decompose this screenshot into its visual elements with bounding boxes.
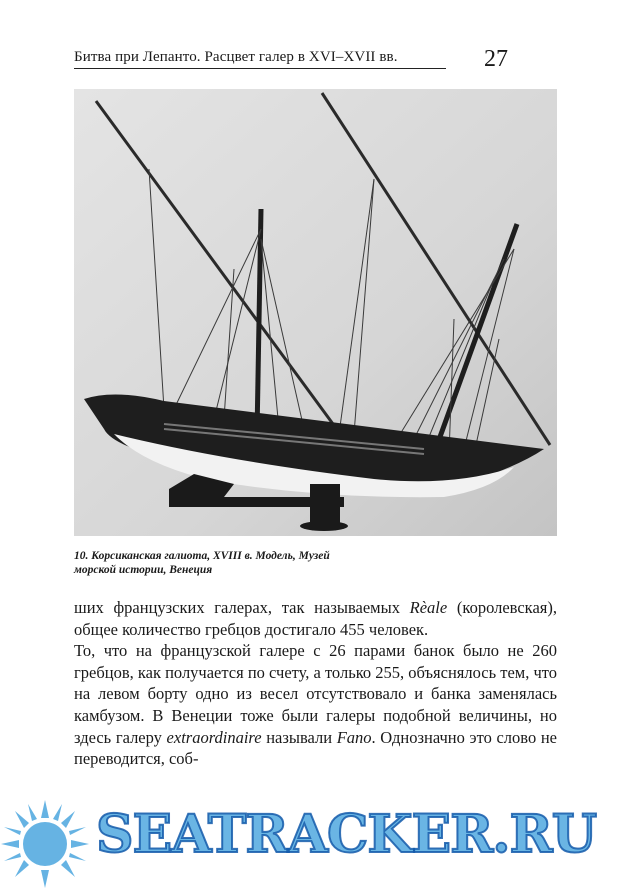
- body-text: [74, 597, 557, 770]
- caption-line-1: 10. Корсиканская галиота, XVIII в. Модель, Музей: [74, 550, 330, 562]
- paragraph-2: [74, 640, 557, 770]
- text-run: называли: [261, 727, 337, 747]
- page-number: 27: [484, 46, 508, 72]
- text-run: То, что на французской галере с 26 парами банок было не 260 гребцов, как получается по счету, а только 255, объяснялось тем, что на левом борту одно из весел отсутствовало и банка заменялась камбузом. В Венеции тоже были галеры подобной величины, но здесь галеру: [74, 641, 558, 747]
- text-run: ших французских галерах, так называемых: [74, 598, 410, 617]
- watermark-text: SEATRACKER.RU: [96, 804, 597, 865]
- text-run: (королевская), общее количество гребцов достигало 455 человек.: [74, 598, 557, 639]
- caption-line-2: морской истории, Венеция: [74, 564, 213, 576]
- italic-term: Rèale: [409, 598, 448, 617]
- text-run: . Однозначно это слово не переводится, соб-: [74, 727, 557, 769]
- italic-term: Fano: [336, 727, 372, 747]
- figure-caption: [74, 549, 494, 577]
- italic-term: extraordinaire: [166, 727, 262, 747]
- running-title: Битва при Лепанто. Расцвет галер в XVI–XVII вв.: [74, 48, 446, 69]
- galiot-model-photo: [74, 89, 557, 536]
- paragraph-1: [74, 597, 557, 640]
